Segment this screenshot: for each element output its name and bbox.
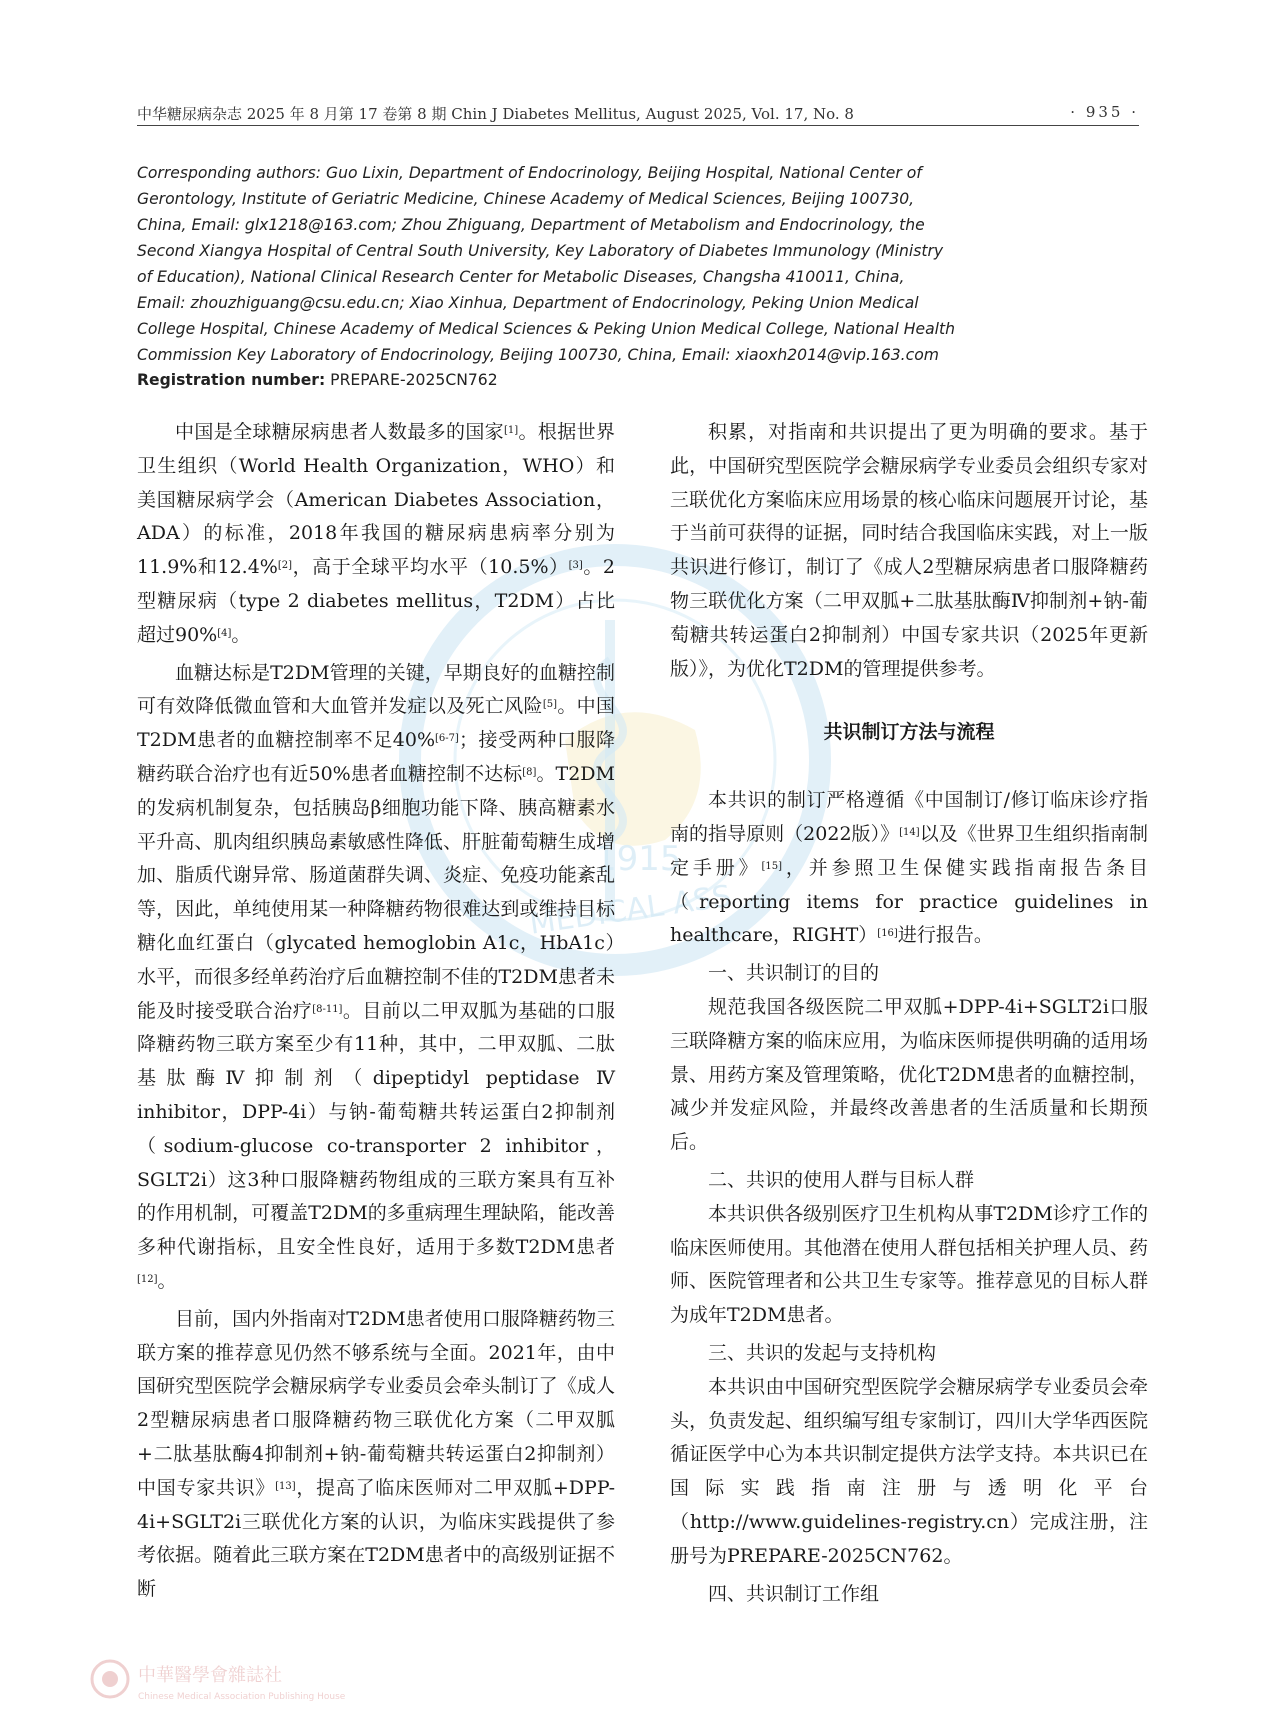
paragraph: 积累，对指南和共识提出了更为明确的要求。基于此，中国研究型医院学会糖尿病学专业委员会组织专家对三联优化方案临床应用场景的核心临床问题展开讨论，基于当前可获得的证据，同时结合我国临床实践，对上一版共识进行修订，制订了《成人2型糖尿病患者口服降糖药物三联优化方案（二甲双胍+二肽基肽酶Ⅳ抑制剂+钠-葡萄糖共转运蛋白2抑制剂）中国专家共识（2025年更新版）》，为优化T2DM的管理提供参考。 (670, 421, 1148, 680)
publisher-name: 中華醫學會雜誌社 (138, 1665, 282, 1686)
paragraph: 本共识由中国研究型医院学会糖尿病学专业委员会牵头，负责发起、组织编写组专家制订，四川大学华西医院循证医学中心为本共识制定提供方法学支持。本共识已在国际实践指南注册与透明化平台（http://www.guidelines-registry.cn）完成注册，注册号为PREPARE-2025CN762。 (670, 1375, 1148, 1567)
registration-label: Registration number: (137, 371, 326, 389)
registration-number: PREPARE-2025CN762 (325, 371, 498, 389)
paragraph: 规范我国各级医院二甲双胍+DPP-4i+SGLT2i口服三联降糖方案的临床应用，为临床医师提供明确的适用场景、用药方案及管理策略，优化T2DM患者的血糖控制，减少并发症风险，并最终改善患者的生活质量和长期预后。 (670, 995, 1148, 1154)
paragraph: 本共识供各级别医疗卫生机构从事T2DM诊疗工作的临床医师使用。其他潜在使用人群包括相关护理人员、药师、医院管理者和公共卫生专家等。推荐意见的目标人群为成年T2DM患者。 (670, 1202, 1148, 1327)
subsection-heading: 四、共识制订工作组 (708, 1582, 880, 1605)
paragraph: 血糖达标是T2DM管理的关键，早期良好的血糖控制可有效降低微血管和大血管并发症以及死亡风险[5]。中国T2DM患者的血糖控制率不足40%[6-7]；接受两种口服降糖药联合治疗也有近50%患者血糖控制不达标[8]。T2DM的发病机制复杂，包括胰岛β细胞功能下降、胰高糖素水平升高、肌肉组织胰岛素敏感性降低、肝脏葡萄糖生成增加、脂质代谢异常、肠道菌群失调、炎症、免疫功能紊乱等，因此，单纯使用某一种降糖药物很难达到或维持目标糖化血红蛋白（glycated hemoglobin A1c，HbA1c）水平，而很多经单药治疗后血糖控制不佳的T2DM患者未能及时接受联合治疗[8-11]。目前以二甲双胍为基础的口服降糖药物三联方案至少有11种，其中，二甲双胍、二肽基肽酶Ⅳ抑制剂（dipeptidyl peptidase Ⅳ inhibitor，DPP-4i）与钠-葡萄糖共转运蛋白2抑制剂（sodium-glucose co-transporter 2 inhibitor，SGLT2i）这3种口服降糖药物组成的三联方案具有互补的作用机制，可覆盖T2DM的多重病理生理缺陷，能改善多种代谢指标，且安全性良好，适用于多数T2DM患者[12]。 (137, 661, 615, 1292)
publisher-english: Chinese Medical Association Publishing House (138, 1692, 346, 1702)
publisher-watermark (88, 1655, 648, 1705)
subsection-heading: 二、共识的使用人群与目标人群 (708, 1168, 975, 1191)
subsection-heading: 一、共识制订的目的 (708, 962, 880, 985)
corresponding-authors: Corresponding authors: Guo Lixin, Department of Endocrinology, Beijing Hospital, National Center of Gerontology, Institute of Geriatric Medicine, Chinese Academy of Medical Sciences, Beijing 100730, China, Email: glx1218@163.com; Zhou Zhiguang, Department of Metabolism and Endocrinology, the Second Xiangya Hospital of Central South University, Key Laboratory of Diabetes Immunology (Ministry of Education), National Clinical Research Center for Metabolic Diseases, Changsha 410011, China, Email: zhouzhiguang@csu.edu.cn; Xiao Xinhua, Department of Endocrinology, Peking Union Medical College Hospital, Chinese Academy of Medical Sciences & Peking Union Medical College, National Health Commission Key Laboratory of Endocrinology, Beijing 100730, China, Email: xiaoxh2014@vip.163.com (137, 164, 955, 364)
running-header (137, 103, 1139, 126)
journal-citation: 中华糖尿病杂志 2025 年 8 月第 17 卷第 8 期 Chin J Diabetes Mellitus, August 2025, Vol. 17, No. 8 (137, 105, 854, 123)
left-column (137, 416, 615, 1611)
watermark-year: 1915 (595, 839, 682, 879)
watermark-text: MEDICAL ASS (527, 878, 734, 942)
right-column (670, 416, 1148, 1611)
subsection-heading: 三、共识的发起与支持机构 (708, 1341, 937, 1364)
paragraph: 本共识的制订严格遵循《中国制订/修订临床诊疗指南的指导原则（2022版）》[14]以及《世界卫生组织指南制定手册》[15]，并参照卫生保健实践指南报告条目（reporting items for practice guidelines in healthcare，RIGHT）[16]进行报告。 (670, 789, 1148, 947)
page-number: · 935 · (1070, 103, 1139, 121)
registration-line (137, 371, 498, 389)
paragraph: 目前，国内外指南对T2DM患者使用口服降糖药物三联方案的推荐意见仍然不够系统与全面。2021年，由中国研究型医院学会糖尿病学专业委员会牵头制订了《成人2型糖尿病患者口服降糖药物三联优化方案（二甲双胍+二肽基肽酶4抑制剂+钠-葡萄糖共转运蛋白2抑制剂）中国专家共识》[13]，提高了临床医师对二甲双胍+DPP-4i+SGLT2i三联优化方案的认识，为临床实践提供了参考依据。随着此三联方案在T2DM患者中的高级别证据不断 (137, 1307, 615, 1601)
section-title: 共识制订方法与流程 (823, 721, 995, 744)
paragraph: 中国是全球糖尿病患者人数最多的国家[1]。根据世界卫生组织（World Health Organization，WHO）和美国糖尿病学会（American Diabetes Association，ADA）的标准，2018年我国的糖尿病患病率分别为11.9%和12.4%[2]，高于全球平均水平（10.5%）[3]。2型糖尿病（type 2 diabetes mellitus，T2DM）占比超过90%[4]。 (137, 421, 616, 646)
